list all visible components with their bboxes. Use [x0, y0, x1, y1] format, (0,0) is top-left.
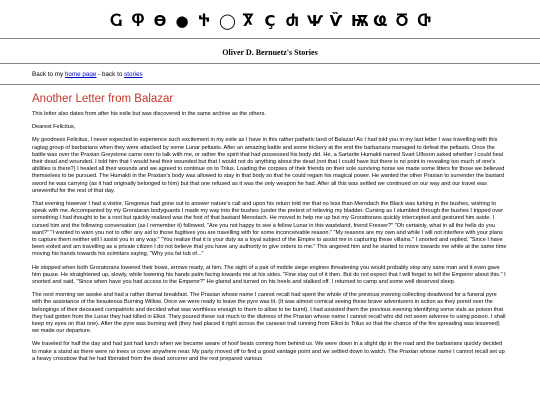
rune-glyph-icon: ● — [175, 12, 189, 30]
letter-paragraph: He stopped when both Groratorans lowered their bows, arrows ready, at him. The sight of a pair of mobile siege engines threatening you would probably stop any sane man and it even gave him pause. He straightened up, slowly, while lowering his hands palm facing towards me at his sides. "Fine stay out of it then. But do not expect that I will forget to tell the Emperor about this." I snorted and said, "Since when have you had access to the Emperor?" He glared and turned on his heels and stalked off. I returned to camp and some well deserved sleep. — [32, 264, 506, 286]
rune-glyph-icon: Ѭ — [351, 12, 370, 30]
rune-glyph-icon: Ѷ — [329, 12, 343, 30]
letter-paragraph: The next morning we awoke and had a rather dismal breakfast. The Praxian whose name I cannot recall had spent the whole of the previous evening collecting deadwood for a funeral pyre with the assistance of the beauteous Burning Willow. Once we were ready to leave the pyre was lit. (It was almost comical seeing these brave adventurers in action as they pored over the belongings of their deceased compatriots and decided what was worthless enough to them to allow to be burnt). I had assisted them the previous evening identifying some vials as poison that they had gotten from the Lunar they had killed in Elkoi. They poured these out much to the distress of the Praxian whose name I cannot recall who did not seem adverse to using poison. I shall keep my eyes on that one). After the pyre was burning well (they had placed it right across the caravan trail running from Elkoi to Trilus so that the chance of the fire spreading was lessened) we made our departure. — [32, 292, 506, 335]
title-divider — [0, 63, 540, 64]
rune-glyph-icon: Ⴟ — [242, 12, 254, 30]
rune-glyph-icon: Ⴃ — [395, 12, 409, 30]
site-title: Oliver D. Bernuetz's Stories — [222, 48, 318, 57]
rune-glyph-icon: ◯ — [219, 12, 236, 30]
letter-paragraph: My goodness Felicitus, I never expected to experience such excitement in my exile as I have in this rather pathetic land of Balazar! As I had told you in my last letter I was travelling with this ragtag group of barbarians when they were attacked by some Lunar peltasts. After an amazing battle and some trickery at the end the barbarians managed to defeat the peltasts. Once the battle was over the Praxian Greystone came over to talk with me, or rather the spirit that had possessed his body did. He, a Sartarite Humakti named Svart Ulfsson asked whether I could heal their dead and wounded. I told him that I would heal their wounded but that I would not do anything about the dead (not that I could have but there is no point in revealing too much of one's abilities is there?) I healed all their wounds and we agreed to continue on to Trilus. Loading the corpses of their friends on their sole surviving horse we made some litters for those we believed themselves to be pursued. The Humakti in the Praxian's body was allowed to stay in that body so that he could regain his magical power. He wanted the other Praxian to surrender the bastard sword he was carrying (as it had originally belonged to him) but that one refused as it was the only weapon he had. After all this was settled we continued on our way and our travel was uneventful for the rest of that day. — [32, 137, 505, 194]
glyph-banner — [0, 8, 540, 34]
stories-link[interactable]: stories — [124, 71, 143, 78]
rune-glyph-icon: Ҩ — [373, 12, 388, 30]
rune-glyph-icon: Ⴚ — [109, 12, 123, 30]
nav-prefix: Back to my — [32, 71, 65, 78]
rune-glyph-icon: Ⴕ — [198, 12, 210, 30]
rune-glyph-icon: Ⴛ — [285, 12, 299, 30]
letter-paragraph: That evening however I had a visitor. Gregorius had gone out to answer nature's call and upon his return told me that no less than Merodach the Black was lurking in the bushes, wishing to speak with me. Accompanied by my Grorataran bodyguards I made my way into the bushes (under the pretext of relieving my bladder. Cursing as I stumbled through the bushes I tripped over something I had thought to be a root but quickly realized was the foot of that bastard Merodach. He moved to help me up but my Grorattorans quickly intercepted and gestured him aside. I cursed him and the following conversation (as I remember it) followed. "Are you not happy to see a fellow Lunar in this wasteland, friend Fresser?" "Oh certainly, what in all the hells do you want?" "I wanted to warn you not to offer any aid to those fugitives you are travelling with for some inconceivable reason." "My reasons are my own and while I will not interfere with your plans to capture them neither will I assist you in any way." "You realize that it is your duty as a loyal subject of the Empire to assist me in capturing these villains." I snorted and replied, "Since I have been exiled and am travelling as a private citizen I do not believe that you have any authority to give orders to me." This angered him and he started to move towards me while at the same time moving his hands towards his scimitars saying, "Why you fat tub of..." — [32, 201, 507, 258]
rune-glyph-icon: Ⴔ — [131, 12, 145, 30]
home-page-link[interactable]: home page — [64, 71, 97, 78]
back-navigation — [32, 71, 540, 78]
rune-glyph-icon: Ѳ — [153, 12, 167, 30]
letter-paragraph: We traveled for half the day and had just had lunch when we became aware of hoof beats coming from behind us. We were down in a slight dip in the road and the barbarians quickly decided to make a stand as there were no trees or cover anywhere near. My party moved off to find a good vantage point and we settled down to watch. The Praxian whose name I cannot recall set up a heavy crossbow that he had liberated from the dead sorcerer and the rest prepared various — [32, 341, 505, 362]
rune-glyph-icon: Ⴇ — [417, 12, 431, 30]
article — [0, 93, 540, 363]
salutation: Dearest Felicitus, — [32, 124, 76, 131]
nav-divider — [0, 84, 540, 85]
intro-paragraph: This letter also dates from after his exile but was discovered in the same archive as the others. — [32, 111, 266, 117]
rune-glyph-icon: Ҫ — [264, 12, 276, 30]
top-divider — [0, 38, 540, 39]
nav-middle: - back to — [96, 71, 125, 78]
article-title: Another Letter from Balazar — [32, 93, 174, 105]
rune-glyph-icon: Ѱ — [307, 12, 324, 30]
